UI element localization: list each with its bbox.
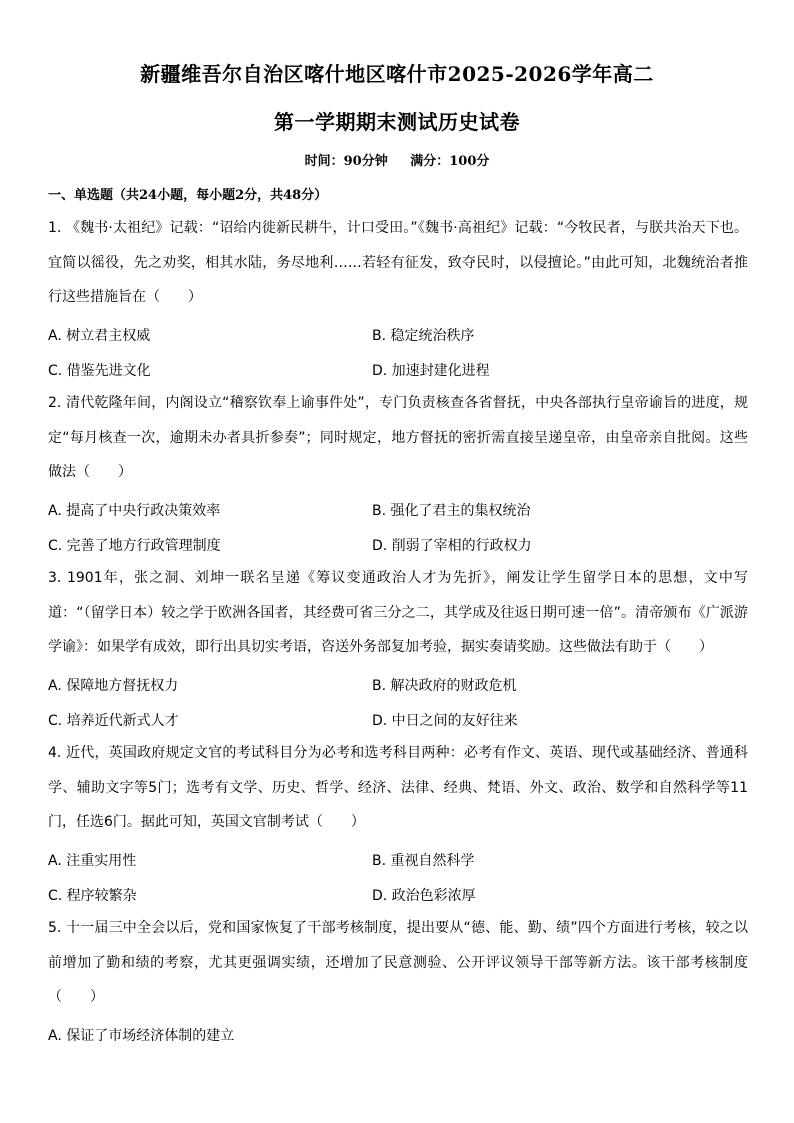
question-4-option-a[interactable]: A. 注重实用性 bbox=[48, 853, 137, 869]
question-1-option-c[interactable]: C. 借鉴先进文化 bbox=[48, 363, 151, 379]
exam-title-line1: 新疆维吾尔自治区喀什地区喀什市2025-2026学年高二 bbox=[140, 62, 654, 86]
question-2-option-d[interactable]: D. 削弱了宰相的行政权力 bbox=[372, 538, 532, 554]
question-1-stem: 1. 《魏书·太祖纪》记载：“诏给内徙新民耕牛，计口受田。”《魏书·高祖纪》记载：“今牧民者，与朕共治天下也。宜简以徭役，先之劝奖，相其水陆，务尽地利……若轻有征发，致夺民时，以侵擅论。”由此可知，北魏统治者推行这些措施旨在（ ） bbox=[48, 220, 748, 305]
question-1-option-a[interactable]: A. 树立君主权威 bbox=[48, 328, 151, 344]
exam-meta bbox=[0, 150, 794, 169]
exam-time: 时间：90分钟 bbox=[304, 154, 388, 169]
question-5-stem: 5. 十一届三中全会以后，党和国家恢复了干部考核制度，提出要从“德、能、勤、绩”四个方面进行考核，较之以前增加了勤和绩的考察，尤其更强调实绩，还增加了民意测验、公开评议领导干部等新方法。该干部考核制度（ ） bbox=[48, 920, 748, 1005]
section-heading: 一、单选题（共24小题，每小题2分，共48分） bbox=[48, 188, 328, 203]
question-3-option-c[interactable]: C. 培养近代新式人才 bbox=[48, 713, 179, 729]
question-2-option-a[interactable]: A. 提高了中央行政决策效率 bbox=[48, 503, 221, 519]
question-3-option-a[interactable]: A. 保障地方督抚权力 bbox=[48, 678, 179, 694]
question-4-stem: 4. 近代，英国政府规定文官的考试科目分为必考和选考科目两种：必考有作文、英语、现代或基础经济、普通科学、辅助文字等5门；选考有文学、历史、哲学、经济、法律、经典、梵语、外文、政治、数学和自然科学等11门，任选6门。据此可知，英国文官制考试（ ） bbox=[48, 745, 748, 830]
exam-title-line2: 第一学期期末测试历史试卷 bbox=[274, 110, 520, 134]
question-2-option-c[interactable]: C. 完善了地方行政管理制度 bbox=[48, 538, 221, 554]
question-4-option-c[interactable]: C. 程序较繁杂 bbox=[48, 888, 137, 904]
question-4-option-b[interactable]: B. 重视自然科学 bbox=[372, 853, 475, 869]
question-2-option-b[interactable]: B. 强化了君主的集权统治 bbox=[372, 503, 531, 519]
exam-score: 满分：100分 bbox=[410, 154, 490, 169]
question-1-option-d[interactable]: D. 加速封建化进程 bbox=[372, 363, 490, 379]
question-3-option-d[interactable]: D. 中日之间的友好往来 bbox=[372, 713, 518, 729]
question-4-option-d[interactable]: D. 政治色彩浓厚 bbox=[372, 888, 476, 904]
question-3-option-b[interactable]: B. 解决政府的财政危机 bbox=[372, 678, 517, 694]
question-1-option-b[interactable]: B. 稳定统治秩序 bbox=[372, 328, 475, 344]
question-5-option-a[interactable]: A. 保证了市场经济体制的建立 bbox=[48, 1028, 235, 1044]
question-3-stem: 3. 1901年，张之洞、刘坤一联名呈递《筹议变通政治人才为先折》，阐发让学生留学日本的思想，文中写道：“（留学日本）较之学于欧洲各国者，其经费可省三分之二，其学成及往返日期可速一倍”。清帝颁布《广派游学谕》：如果学有成效，即行出具切实考语，咨送外务部复加考验，据实奏请奖励。这些做法有助于（ ） bbox=[48, 570, 748, 655]
question-2-stem: 2. 清代乾隆年间，内阁设立“稽察钦奉上谕事件处”，专门负责核查各省督抚，中央各部执行皇帝谕旨的进度，规定“每月核查一次，逾期未办者具折参奏”；同时规定，地方督抚的密折需直接呈递皇帝，由皇帝亲自批阅。这些做法（ ） bbox=[48, 395, 748, 480]
